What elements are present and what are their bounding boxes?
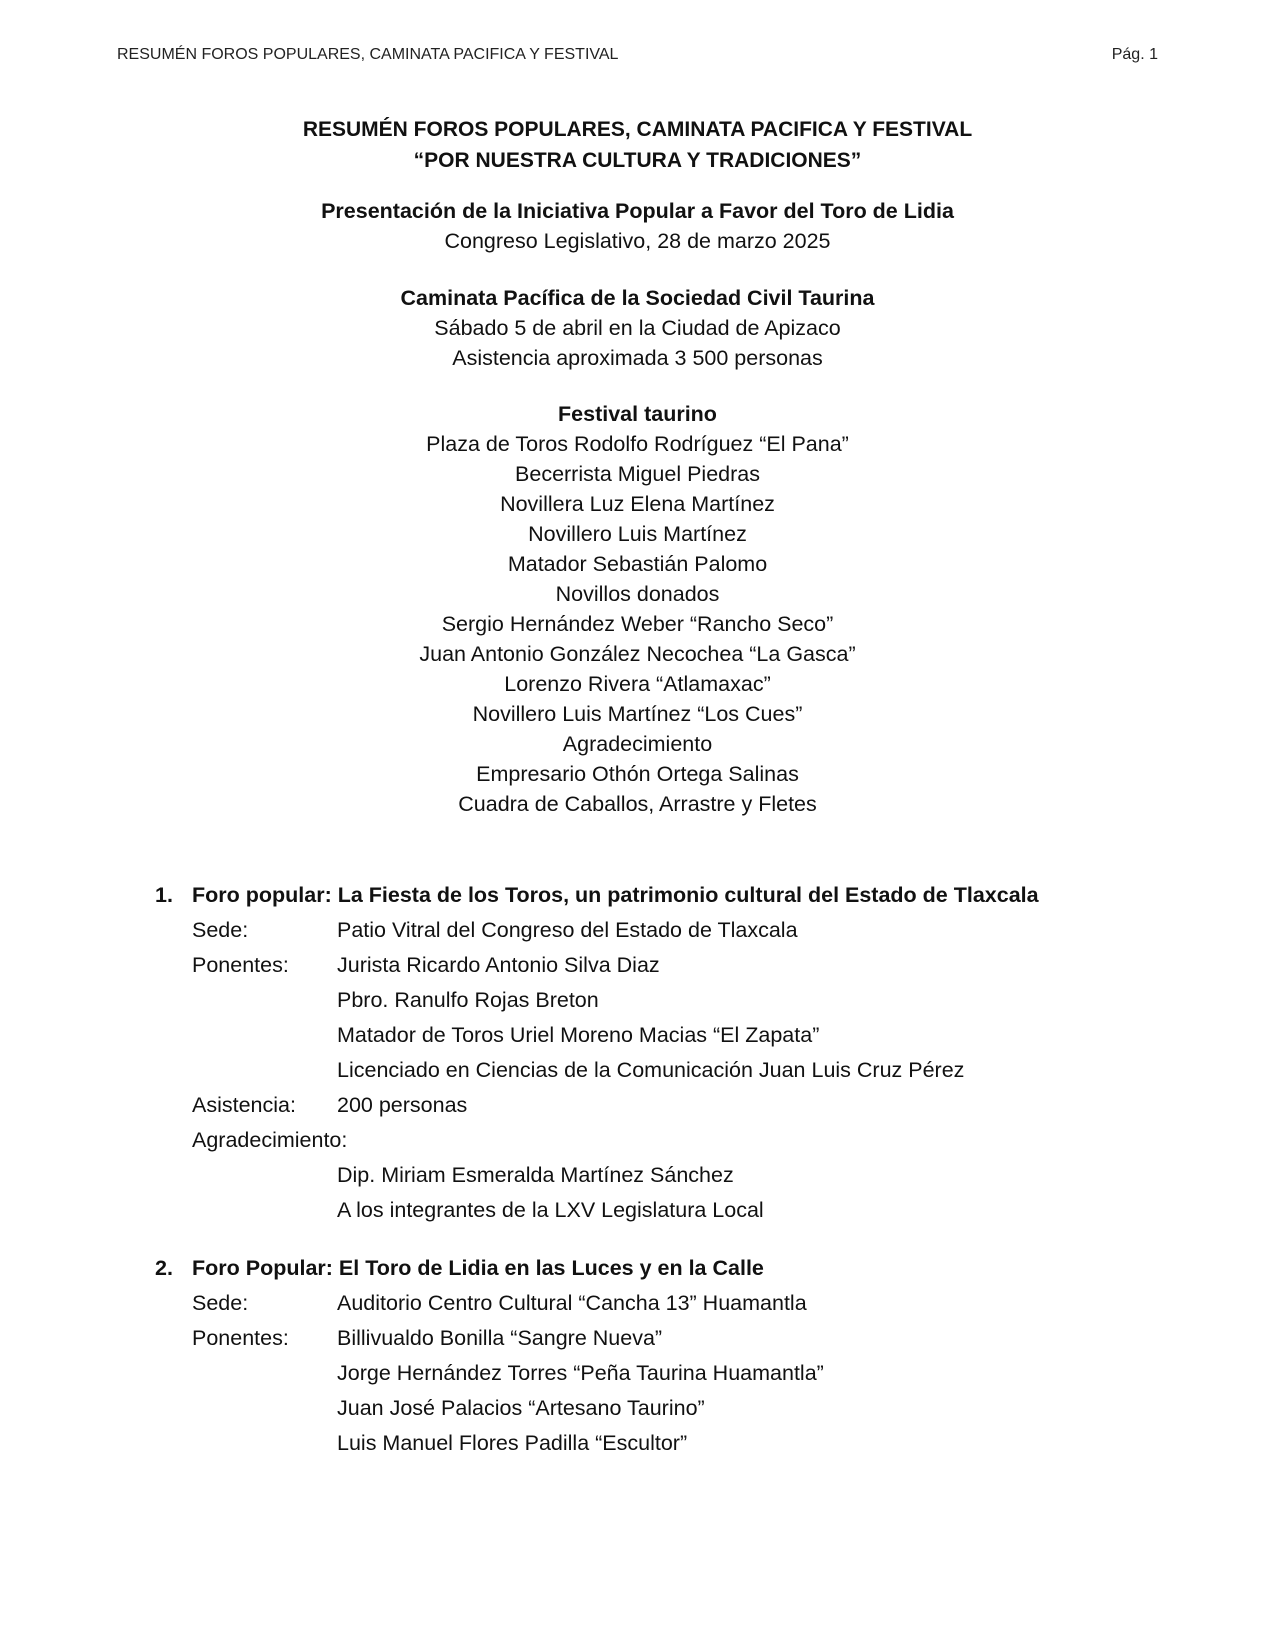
festival-line: Sergio Hernández Weber “Rancho Seco” — [441, 612, 834, 636]
thanks-item: A los integrantes de la LXV Legislatura Local — [337, 1198, 764, 1222]
presentation-heading: Presentación de la Iniciativa Popular a Favor del Toro de Lidia — [321, 199, 954, 223]
festival-line: Juan Antonio González Necochea “La Gasca” — [419, 642, 856, 666]
venue-label: Sede: — [192, 1291, 249, 1315]
venue-value: Auditorio Centro Cultural “Cancha 13” Huamantla — [337, 1291, 807, 1315]
title-line-2: “POR NUESTRA CULTURA Y TRADICIONES” — [413, 149, 862, 172]
walk-line: Asistencia aproximada 3 500 personas — [452, 346, 823, 370]
festival-line: Agradecimiento — [562, 732, 713, 756]
forum-heading: Foro Popular: El Toro de Lidia en las Luces y en la Calle — [192, 1256, 764, 1280]
thanks-item: Dip. Miriam Esmeralda Martínez Sánchez — [337, 1163, 734, 1187]
speaker-item: Luis Manuel Flores Padilla “Escultor” — [337, 1431, 688, 1455]
speaker-item: Licenciado en Ciencias de la Comunicación Juan Luis Cruz Pérez — [337, 1058, 965, 1082]
thanks-label: Agradecimiento: — [192, 1128, 348, 1152]
header-title: RESUMÉN FOROS POPULARES, CAMINATA PACIFICA Y FESTIVAL — [117, 46, 619, 63]
speakers-label: Ponentes: — [192, 1326, 289, 1350]
presentation-detail: Congreso Legislativo, 28 de marzo 2025 — [444, 229, 831, 253]
festival-heading: Festival taurino — [558, 402, 717, 426]
forum-number: 1. — [155, 883, 173, 907]
festival-line: Novillera Luz Elena Martínez — [500, 492, 775, 516]
festival-line: Matador Sebastián Palomo — [507, 552, 768, 576]
title-line-1: RESUMÉN FOROS POPULARES, CAMINATA PACIFICA Y FESTIVAL — [302, 118, 973, 141]
festival-line: Cuadra de Caballos, Arrastre y Fletes — [458, 792, 817, 816]
festival-line: Empresario Othón Ortega Salinas — [476, 762, 799, 786]
attendance-value: 200 personas — [337, 1093, 468, 1117]
forum-1 — [155, 878, 1165, 1228]
venue-label: Sede: — [192, 918, 249, 942]
page-header — [117, 46, 1158, 64]
festival-line: Becerrista Miguel Piedras — [515, 462, 760, 486]
festival-line: Novillos donados — [555, 582, 720, 606]
presentation-section — [0, 196, 1275, 256]
speaker-item: Jorge Hernández Torres “Peña Taurina Huamantla” — [337, 1361, 824, 1385]
page-number: Pág. 1 — [1111, 46, 1158, 63]
venue-value: Patio Vitral del Congreso del Estado de Tlaxcala — [337, 918, 798, 942]
walk-section — [0, 283, 1275, 373]
festival-line: Plaza de Toros Rodolfo Rodríguez “El Pana” — [426, 432, 849, 456]
walk-heading: Caminata Pacífica de la Sociedad Civil Taurina — [400, 286, 875, 310]
festival-line: Lorenzo Rivera “Atlamaxac” — [504, 672, 771, 696]
attendance-label: Asistencia: — [192, 1093, 296, 1117]
walk-line: Sábado 5 de abril en la Ciudad de Apizaco — [434, 316, 841, 340]
festival-section — [0, 399, 1275, 819]
speakers-label: Ponentes: — [192, 953, 289, 977]
forum-heading: Foro popular: La Fiesta de los Toros, un patrimonio cultural del Estado de Tlaxcala — [192, 883, 1039, 907]
forum-2 — [155, 1251, 1165, 1461]
document-title — [0, 114, 1275, 176]
festival-line: Novillero Luis Martínez — [528, 522, 747, 546]
forum-number: 2. — [155, 1256, 173, 1280]
speaker-item: Pbro. Ranulfo Rojas Breton — [337, 988, 599, 1012]
speaker-item: Billivualdo Bonilla “Sangre Nueva” — [337, 1326, 663, 1350]
festival-line: Novillero Luis Martínez “Los Cues” — [472, 702, 803, 726]
speaker-item: Matador de Toros Uriel Moreno Macias “El Zapata” — [337, 1023, 820, 1047]
speaker-item: Jurista Ricardo Antonio Silva Diaz — [337, 953, 660, 977]
speaker-item: Juan José Palacios “Artesano Taurino” — [337, 1396, 705, 1420]
